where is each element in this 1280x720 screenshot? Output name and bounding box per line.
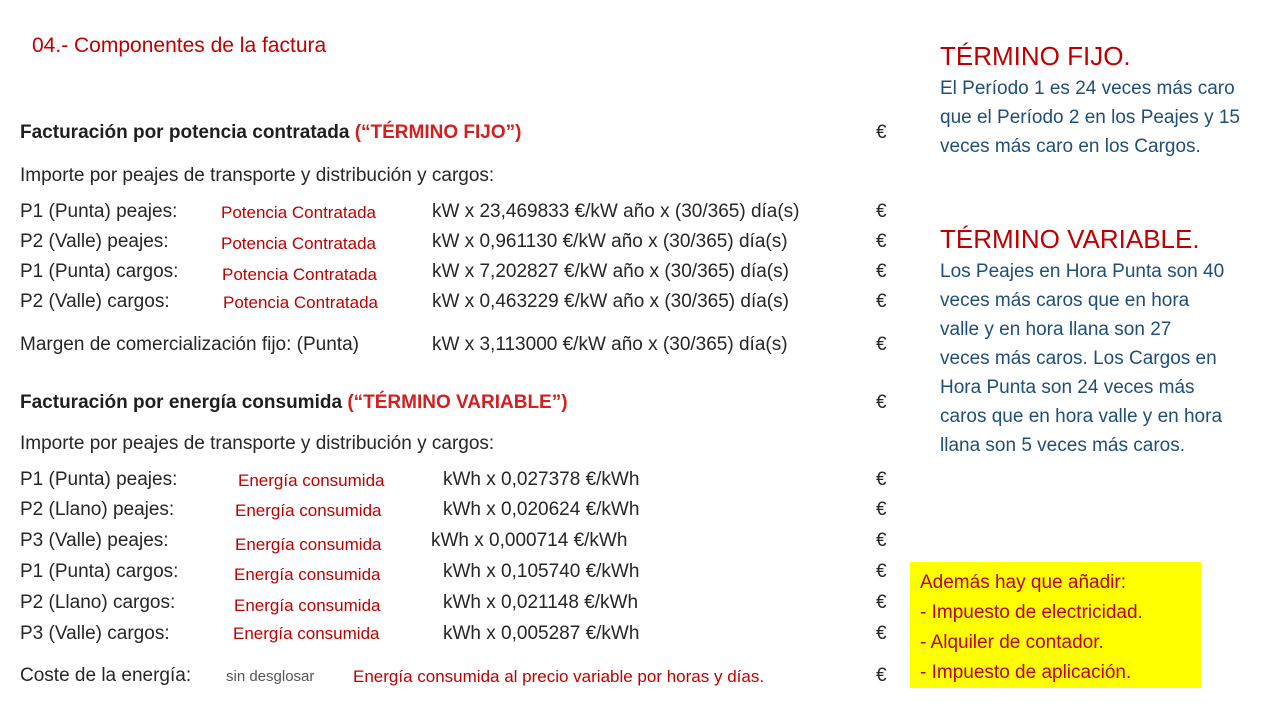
fijo-row-formula: kW x 0,463229 €/kW año x (30/365) día(s) [432,291,789,312]
variable-subheading: Importe por peajes de transporte y distribución y cargos: [20,433,495,454]
extras-item: - Impuesto de aplicación. [920,662,1132,683]
variable-row-input: Energía consumida [234,565,381,584]
fijo-row-label: P2 (Valle) peajes: [20,231,169,252]
fijo-heading-text: Facturación por potencia contratada [20,122,350,143]
fijo-row-label: P2 (Valle) cargos: [20,291,170,312]
euro-sign: € [876,665,887,686]
fijo-row-input: Potencia Contratada [223,293,378,312]
euro-sign: € [876,623,887,644]
fijo-heading-tag: (“TÉRMINO FIJO”) [354,122,522,143]
euro-sign: € [876,592,887,613]
variable-row-formula: kWh x 0,005287 €/kWh [443,623,640,644]
fijo-row-input: Potencia Contratada [221,234,376,253]
variable-row-formula: kWh x 0,020624 €/kWh [443,499,640,520]
margen-label: Margen de comercialización fijo: (Punta) [20,334,359,355]
variable-row-formula: kWh x 0,105740 €/kWh [443,561,640,582]
coste-description: Energía consumida al precio variable por horas y días. [353,667,765,686]
euro-sign: € [876,122,887,143]
variable-heading-tag: (“TÉRMINO VARIABLE”) [347,392,568,413]
fijo-row-formula: kW x 0,961130 €/kW año x (30/365) día(s) [432,231,788,252]
fijo-heading [20,122,521,144]
euro-sign: € [876,334,887,355]
variable-row-formula: kWh x 0,000714 €/kWh [431,530,628,551]
fijo-note-title: TÉRMINO FIJO. [940,41,1131,71]
variable-row-input: Energía consumida [238,471,385,490]
variable-row-label: P3 (Valle) peajes: [20,530,169,551]
fijo-row-formula: kW x 23,469833 €/kW año x (30/365) día(s) [432,201,800,222]
extras-item: - Impuesto de electricidad. [920,602,1143,623]
fijo-note-text: El Período 1 es 24 veces más caro que el Período 2 en los Peajes y 15 veces más caro en los Cargos. [940,78,1240,157]
margen-formula: kW x 3,113000 €/kW año x (30/365) día(s) [432,334,788,355]
extras-box [910,562,1201,688]
fijo-subheading: Importe por peajes de transporte y distribución y cargos: [20,165,495,186]
variable-row-formula: kWh x 0,021148 €/kWh [443,592,639,613]
variable-row-input: Energía consumida [235,501,382,520]
euro-sign: € [876,561,887,582]
euro-sign: € [876,201,887,222]
euro-sign: € [876,499,887,520]
fijo-row-label: P1 (Punta) peajes: [20,201,178,222]
variable-row-formula: kWh x 0,027378 €/kWh [443,469,640,490]
variable-heading [20,392,568,414]
variable-row-input: Energía consumida [233,624,380,643]
variable-note-title: TÉRMINO VARIABLE. [940,224,1200,254]
fijo-row-formula: kW x 7,202827 €/kW año x (30/365) día(s) [432,261,789,282]
variable-heading-text: Facturación por energía consumida [20,392,343,413]
euro-sign: € [876,530,887,551]
coste-note: sin desglosar [226,668,315,685]
variable-row-label: P1 (Punta) cargos: [20,561,179,582]
euro-sign: € [876,392,887,413]
euro-sign: € [876,291,887,312]
coste-label: Coste de la energía: [20,665,192,686]
variable-row-input: Energía consumida [235,535,382,554]
extras-item: - Alquiler de contador. [920,632,1104,653]
variable-row-input: Energía consumida [234,596,381,615]
euro-sign: € [876,469,887,490]
variable-note-text: Los Peajes en Hora Punta son 40 veces más caros que en hora valle y en hora llana son 27 veces más caros. Los Cargos en Hora Punta son 24 veces más caros que en hora valle y en hora llana son 5 veces más caros. [940,261,1225,456]
extras-title: Además hay que añadir: [920,572,1126,593]
fijo-row-input: Potencia Contratada [221,203,376,222]
variable-row-label: P3 (Valle) cargos: [20,623,170,644]
variable-row-label: P1 (Punta) peajes: [20,469,178,490]
variable-row-label: P2 (Llano) peajes: [20,499,175,520]
slide-title: 04.- Componentes de la factura [32,34,327,57]
variable-row-label: P2 (Llano) cargos: [20,592,176,613]
euro-sign: € [876,261,887,282]
fijo-row-input: Potencia Contratada [222,265,377,284]
fijo-row-label: P1 (Punta) cargos: [20,261,179,282]
euro-sign: € [876,231,887,252]
